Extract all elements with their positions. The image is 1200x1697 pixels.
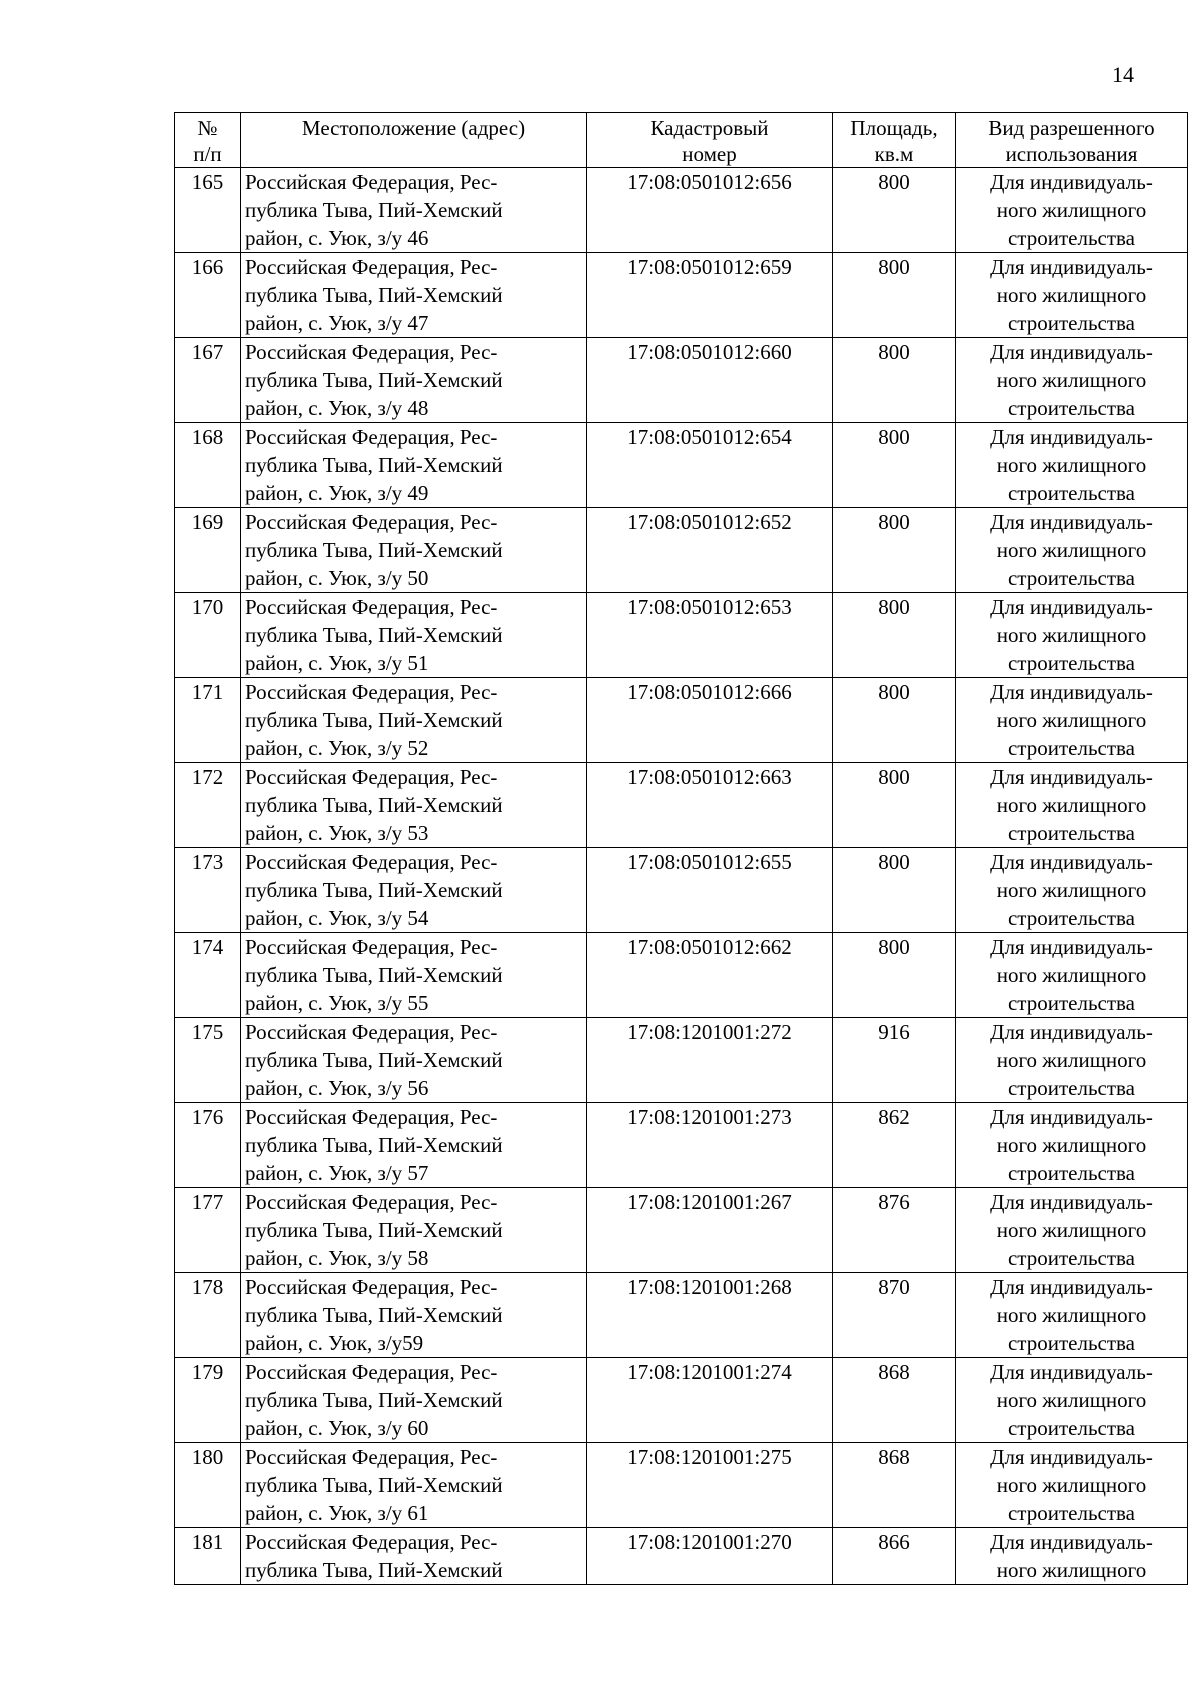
row-cadastral-text: 17:08:1201001:270 (627, 1530, 792, 1554)
row-cadastral-text: 17:08:0501012:660 (627, 340, 792, 364)
table-row (175, 253, 1188, 338)
row-num-cell (175, 678, 241, 763)
row-area-text: 800 (878, 680, 910, 704)
row-area-text: 866 (878, 1530, 910, 1554)
row-address-text: Российская Федерация, Рес- публика Тыва, Пий-Хемский район, с. Уюк, з/у 52 (245, 680, 503, 760)
row-area-text: 862 (878, 1105, 910, 1129)
table-row (175, 1188, 1188, 1273)
row-area-cell (833, 1358, 956, 1443)
row-address-cell (241, 1528, 587, 1585)
row-use-cell (956, 253, 1188, 338)
land-plots-table (174, 112, 1188, 1585)
row-address-cell (241, 168, 587, 253)
row-cadastral-cell (587, 848, 833, 933)
row-use-cell (956, 933, 1188, 1018)
row-area-text: 800 (878, 850, 910, 874)
row-num-text: 168 (191, 425, 224, 449)
row-cadastral-text: 17:08:1201001:272 (627, 1020, 792, 1044)
row-address-text: Российская Федерация, Рес- публика Тыва, Пий-Хемский район, с. Уюк, з/у 49 (245, 425, 503, 505)
header-num: № п/п (175, 113, 241, 168)
row-use-cell (956, 1273, 1188, 1358)
row-use-text: Для индивидуаль- ного жилищного строительства (990, 1105, 1153, 1185)
row-cadastral-cell (587, 1018, 833, 1103)
row-address-cell (241, 1443, 587, 1528)
row-area-text: 800 (878, 595, 910, 619)
row-use-text: Для индивидуаль- ного жилищного строительства (990, 340, 1153, 420)
row-area-cell (833, 848, 956, 933)
row-cadastral-text: 17:08:1201001:268 (627, 1275, 792, 1299)
row-area-cell (833, 168, 956, 253)
row-num-cell (175, 508, 241, 593)
row-address-text: Российская Федерация, Рес- публика Тыва, Пий-Хемский район, с. Уюк, з/у 55 (245, 935, 503, 1015)
row-num-text: 166 (191, 255, 224, 279)
row-area-cell (833, 1273, 956, 1358)
row-use-cell (956, 423, 1188, 508)
row-use-text: Для индивидуаль- ного жилищного строительства (990, 850, 1153, 930)
row-area-cell (833, 253, 956, 338)
row-use-text: Для индивидуаль- ного жилищного строительства (990, 935, 1153, 1015)
row-num-cell (175, 168, 241, 253)
row-address-cell (241, 1273, 587, 1358)
row-area-text: 800 (878, 170, 910, 194)
row-cadastral-text: 17:08:0501012:655 (627, 850, 792, 874)
table-row (175, 678, 1188, 763)
row-address-text: Российская Федерация, Рес- публика Тыва, Пий-Хемский район, с. Уюк, з/у 54 (245, 850, 503, 930)
header-cadastral: Кадастровый номер (587, 113, 833, 168)
row-num-cell (175, 1358, 241, 1443)
row-num-text: 169 (191, 510, 224, 534)
table-row (175, 1018, 1188, 1103)
row-area-cell (833, 1528, 956, 1585)
row-area-text: 868 (878, 1445, 910, 1469)
row-use-cell (956, 168, 1188, 253)
row-address-cell (241, 253, 587, 338)
row-num-cell (175, 423, 241, 508)
row-num-cell (175, 763, 241, 848)
row-num-text: 165 (191, 170, 224, 194)
row-num-text: 171 (191, 680, 224, 704)
row-num-text: 170 (191, 595, 224, 619)
row-area-text: 870 (878, 1275, 910, 1299)
row-use-text: Для индивидуаль- ного жилищного строительства (990, 680, 1153, 760)
row-use-text: Для индивидуаль- ного жилищного строительства (990, 170, 1153, 250)
row-address-text: Российская Федерация, Рес- публика Тыва, Пий-Хемский район, с. Уюк, з/у 47 (245, 255, 503, 335)
table-body (175, 168, 1188, 1585)
row-cadastral-text: 17:08:1201001:275 (627, 1445, 792, 1469)
row-use-text: Для индивидуаль- ного жилищного строительства (990, 1360, 1153, 1440)
row-num-text: 176 (191, 1105, 224, 1129)
row-use-text: Для индивидуаль- ного жилищного строительства (990, 1275, 1153, 1355)
row-cadastral-text: 17:08:0501012:653 (627, 595, 792, 619)
row-address-cell (241, 1018, 587, 1103)
row-cadastral-text: 17:08:1201001:274 (627, 1360, 792, 1384)
row-address-text: Российская Федерация, Рес- публика Тыва, Пий-Хемский район, с. Уюк, з/у 53 (245, 765, 503, 845)
row-address-cell (241, 763, 587, 848)
row-cadastral-cell (587, 423, 833, 508)
row-area-text: 800 (878, 340, 910, 364)
row-area-cell (833, 1018, 956, 1103)
row-area-text: 868 (878, 1360, 910, 1384)
row-use-text: Для индивидуаль- ного жилищного (990, 1530, 1153, 1582)
row-use-text: Для индивидуаль- ного жилищного строительства (990, 1445, 1153, 1525)
row-address-cell (241, 338, 587, 423)
row-area-text: 876 (878, 1190, 910, 1214)
row-num-cell (175, 1443, 241, 1528)
row-use-text: Для индивидуаль- ного жилищного строительства (990, 255, 1153, 335)
row-use-text: Для индивидуаль- ного жилищного строительства (990, 1190, 1153, 1270)
table-row (175, 1443, 1188, 1528)
row-cadastral-text: 17:08:0501012:656 (627, 170, 792, 194)
table-header-row (175, 113, 1188, 168)
row-use-cell (956, 1018, 1188, 1103)
row-use-cell (956, 1528, 1188, 1585)
row-address-text: Российская Федерация, Рес- публика Тыва, Пий-Хемский район, с. Уюк, з/у 48 (245, 340, 503, 420)
row-use-cell (956, 338, 1188, 423)
row-num-cell (175, 1273, 241, 1358)
row-cadastral-cell (587, 253, 833, 338)
row-use-text: Для индивидуаль- ного жилищного строительства (990, 765, 1153, 845)
header-use: Вид разрешенного использования (956, 113, 1188, 168)
row-address-text: Российская Федерация, Рес- публика Тыва, Пий-Хемский район, с. Уюк, з/у 56 (245, 1020, 503, 1100)
row-num-cell (175, 338, 241, 423)
row-use-text: Для индивидуаль- ного жилищного строительства (990, 595, 1153, 675)
row-area-text: 800 (878, 935, 910, 959)
row-cadastral-text: 17:08:1201001:273 (627, 1105, 792, 1129)
row-address-cell (241, 848, 587, 933)
row-area-text: 800 (878, 425, 910, 449)
row-area-cell (833, 1443, 956, 1528)
row-cadastral-cell (587, 1188, 833, 1273)
row-area-cell (833, 338, 956, 423)
row-use-cell (956, 848, 1188, 933)
row-num-text: 180 (191, 1445, 224, 1469)
table-row (175, 423, 1188, 508)
row-use-text: Для индивидуаль- ного жилищного строительства (990, 425, 1153, 505)
row-area-text: 916 (878, 1020, 910, 1044)
row-address-text: Российская Федерация, Рес- публика Тыва, Пий-Хемский район, с. Уюк, з/у 50 (245, 510, 503, 590)
row-cadastral-cell (587, 678, 833, 763)
table-row (175, 848, 1188, 933)
row-cadastral-cell (587, 508, 833, 593)
row-address-cell (241, 1358, 587, 1443)
row-cadastral-text: 17:08:0501012:662 (627, 935, 792, 959)
row-address-text: Российская Федерация, Рес- публика Тыва, Пий-Хемский район, с. Уюк, з/у 61 (245, 1445, 503, 1525)
row-use-cell (956, 1188, 1188, 1273)
row-area-cell (833, 593, 956, 678)
row-num-cell (175, 1018, 241, 1103)
table-row (175, 508, 1188, 593)
row-address-text: Российская Федерация, Рес- публика Тыва, Пий-Хемский район, с. Уюк, з/у 60 (245, 1360, 503, 1440)
row-num-cell (175, 1188, 241, 1273)
row-num-text: 172 (191, 765, 224, 789)
row-num-cell (175, 848, 241, 933)
row-address-text: Российская Федерация, Рес- публика Тыва, Пий-Хемский район, с. Уюк, з/у 57 (245, 1105, 503, 1185)
row-cadastral-text: 17:08:0501012:663 (627, 765, 792, 789)
row-address-text: Российская Федерация, Рес- публика Тыва, Пий-Хемский район, с. Уюк, з/у 58 (245, 1190, 503, 1270)
row-num-text: 174 (191, 935, 224, 959)
table-row (175, 593, 1188, 678)
row-use-cell (956, 763, 1188, 848)
row-cadastral-text: 17:08:0501012:652 (627, 510, 792, 534)
row-num-text: 167 (191, 340, 224, 364)
row-area-cell (833, 1103, 956, 1188)
table-row (175, 1103, 1188, 1188)
row-num-cell (175, 593, 241, 678)
row-area-text: 800 (878, 510, 910, 534)
table-row (175, 763, 1188, 848)
row-cadastral-cell (587, 1443, 833, 1528)
row-num-text: 175 (191, 1020, 224, 1044)
row-use-cell (956, 1358, 1188, 1443)
page-number: 14 (1112, 62, 1134, 87)
row-cadastral-cell (587, 1528, 833, 1585)
row-area-cell (833, 678, 956, 763)
row-area-text: 800 (878, 765, 910, 789)
row-address-cell (241, 423, 587, 508)
row-cadastral-cell (587, 763, 833, 848)
row-area-cell (833, 423, 956, 508)
row-area-cell (833, 933, 956, 1018)
row-address-cell (241, 678, 587, 763)
row-area-cell (833, 763, 956, 848)
table-row (175, 933, 1188, 1018)
row-num-cell (175, 1528, 241, 1585)
table-row (175, 1358, 1188, 1443)
row-address-cell (241, 593, 587, 678)
row-cadastral-cell (587, 338, 833, 423)
row-area-cell (833, 1188, 956, 1273)
row-num-cell (175, 253, 241, 338)
row-address-cell (241, 1103, 587, 1188)
row-cadastral-cell (587, 1358, 833, 1443)
row-num-text: 179 (191, 1360, 224, 1384)
row-cadastral-cell (587, 1273, 833, 1358)
row-cadastral-text: 17:08:0501012:659 (627, 255, 792, 279)
row-cadastral-cell (587, 1103, 833, 1188)
row-use-cell (956, 508, 1188, 593)
row-num-text: 173 (191, 850, 224, 874)
row-cadastral-text: 17:08:1201001:267 (627, 1190, 792, 1214)
table-row (175, 168, 1188, 253)
table-row (175, 1528, 1188, 1585)
row-address-text: Российская Федерация, Рес- публика Тыва, Пий-Хемский район, с. Уюк, з/у 46 (245, 170, 503, 250)
row-use-cell (956, 1103, 1188, 1188)
row-cadastral-cell (587, 168, 833, 253)
row-num-cell (175, 1103, 241, 1188)
row-area-cell (833, 508, 956, 593)
row-cadastral-text: 17:08:0501012:666 (627, 680, 792, 704)
row-area-text: 800 (878, 255, 910, 279)
row-address-text: Российская Федерация, Рес- публика Тыва, Пий-Хемский (245, 1530, 503, 1582)
table-row (175, 338, 1188, 423)
row-address-text: Российская Федерация, Рес- публика Тыва, Пий-Хемский район, с. Уюк, з/у59 (245, 1275, 503, 1355)
row-use-cell (956, 593, 1188, 678)
row-cadastral-cell (587, 933, 833, 1018)
row-use-cell (956, 678, 1188, 763)
table-row (175, 1273, 1188, 1358)
row-num-text: 178 (191, 1275, 224, 1299)
row-num-cell (175, 933, 241, 1018)
row-num-text: 177 (191, 1190, 224, 1214)
row-use-text: Для индивидуаль- ного жилищного строительства (990, 1020, 1153, 1100)
row-num-text: 181 (191, 1530, 224, 1554)
header-address: Местоположение (адрес) (241, 113, 587, 168)
row-address-text: Российская Федерация, Рес- публика Тыва, Пий-Хемский район, с. Уюк, з/у 51 (245, 595, 503, 675)
row-address-cell (241, 933, 587, 1018)
row-cadastral-text: 17:08:0501012:654 (627, 425, 792, 449)
row-use-cell (956, 1443, 1188, 1528)
row-use-text: Для индивидуаль- ного жилищного строительства (990, 510, 1153, 590)
row-cadastral-cell (587, 593, 833, 678)
header-area: Площадь, кв.м (833, 113, 956, 168)
row-address-cell (241, 1188, 587, 1273)
row-address-cell (241, 508, 587, 593)
